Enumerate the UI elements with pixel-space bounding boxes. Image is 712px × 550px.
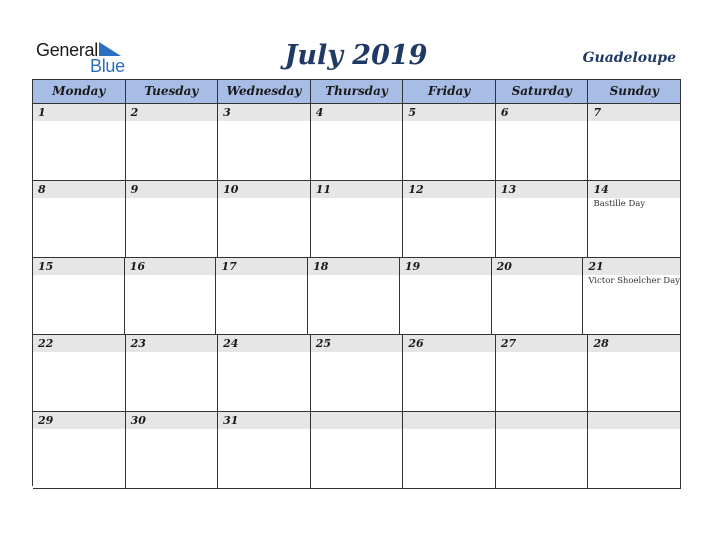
page-title: July 2019	[284, 40, 428, 71]
week-row	[33, 258, 681, 335]
week-row	[33, 412, 681, 489]
day-cell	[496, 412, 589, 489]
holiday-label	[216, 275, 307, 276]
holiday-label	[588, 429, 680, 430]
day-number: 22	[33, 335, 125, 352]
day-cell	[492, 258, 584, 335]
holiday-label	[403, 198, 495, 199]
day-cell	[33, 181, 126, 258]
holiday-label	[126, 352, 218, 353]
holiday-label	[496, 121, 588, 122]
day-cell	[496, 181, 589, 258]
day-cell	[583, 258, 681, 335]
day-cell	[588, 412, 681, 489]
holiday-label	[33, 121, 125, 122]
holiday-label: Bastille Day	[593, 199, 646, 209]
day-number: 8	[33, 181, 125, 198]
day-number: 16	[125, 258, 216, 275]
day-number: 17	[216, 258, 307, 275]
day-cell	[33, 104, 126, 181]
day-number: 29	[33, 412, 125, 429]
day-number: 1	[33, 104, 125, 121]
day-number: 2	[126, 104, 218, 121]
day-cell	[125, 258, 217, 335]
day-number: 21	[583, 258, 680, 275]
holiday-label	[33, 198, 125, 199]
day-cell	[126, 412, 219, 489]
day-cell	[588, 335, 681, 412]
day-number	[403, 412, 495, 429]
holiday-label	[33, 352, 125, 353]
holiday-label	[125, 275, 216, 276]
day-number: 30	[126, 412, 218, 429]
day-cell	[400, 258, 492, 335]
day-number: 7	[588, 104, 680, 121]
holiday-label	[588, 352, 680, 353]
weekday-thursday: Thursday	[311, 80, 404, 104]
day-cell	[218, 181, 311, 258]
region-label: Guadeloupe	[582, 50, 676, 66]
day-cell	[311, 412, 404, 489]
holiday-label	[218, 121, 310, 122]
calendar-grid	[32, 79, 681, 486]
weekday-header-row	[33, 80, 681, 104]
day-number: 19	[400, 258, 491, 275]
holiday-label	[33, 429, 125, 430]
holiday-label	[311, 121, 403, 122]
holiday-label	[311, 429, 403, 430]
holiday-label	[403, 121, 495, 122]
day-cell	[218, 335, 311, 412]
day-cell	[216, 258, 308, 335]
day-number: 9	[126, 181, 218, 198]
day-cell	[588, 181, 681, 258]
day-number: 5	[403, 104, 495, 121]
weekday-saturday: Saturday	[496, 80, 589, 104]
logo-text-general: General	[36, 40, 98, 60]
day-cell	[126, 181, 219, 258]
day-number: 24	[218, 335, 310, 352]
day-cell	[218, 104, 311, 181]
holiday-label	[33, 275, 124, 276]
day-number: 4	[311, 104, 403, 121]
holiday-label	[126, 198, 218, 199]
day-number: 13	[496, 181, 588, 198]
day-cell	[403, 104, 496, 181]
day-cell	[126, 335, 219, 412]
day-cell	[588, 104, 681, 181]
day-cell	[311, 181, 404, 258]
holiday-label	[400, 275, 491, 276]
week-row	[33, 335, 681, 412]
day-cell	[403, 412, 496, 489]
day-cell	[496, 104, 589, 181]
day-cell	[33, 258, 125, 335]
day-number	[496, 412, 588, 429]
day-number: 18	[308, 258, 399, 275]
day-number: 28	[588, 335, 680, 352]
day-cell	[403, 335, 496, 412]
day-number: 31	[218, 412, 310, 429]
holiday-label	[218, 198, 310, 199]
holiday-label	[496, 198, 588, 199]
weekday-tuesday: Tuesday	[126, 80, 219, 104]
holiday-label	[126, 121, 218, 122]
holiday-label	[588, 121, 680, 122]
day-cell	[33, 412, 126, 489]
weekday-monday: Monday	[33, 80, 126, 104]
day-cell	[403, 181, 496, 258]
day-number: 12	[403, 181, 495, 198]
holiday-label	[403, 429, 495, 430]
holiday-label: Victor Shoelcher Day	[588, 276, 680, 286]
day-number	[311, 412, 403, 429]
day-number: 25	[311, 335, 403, 352]
weekday-friday: Friday	[403, 80, 496, 104]
holiday-label	[496, 352, 588, 353]
day-number: 3	[218, 104, 310, 121]
holiday-label	[311, 198, 403, 199]
week-row	[33, 104, 681, 181]
day-number: 27	[496, 335, 588, 352]
day-number: 23	[126, 335, 218, 352]
weekday-sunday: Sunday	[588, 80, 681, 104]
day-number: 11	[311, 181, 403, 198]
day-number: 26	[403, 335, 495, 352]
day-number: 10	[218, 181, 310, 198]
weekday-wednesday: Wednesday	[218, 80, 311, 104]
holiday-label	[218, 352, 310, 353]
logo-text-blue: Blue	[90, 56, 125, 76]
holiday-label	[311, 352, 403, 353]
day-cell	[496, 335, 589, 412]
holiday-label	[126, 429, 218, 430]
day-number	[588, 412, 680, 429]
day-cell	[126, 104, 219, 181]
day-number: 15	[33, 258, 124, 275]
day-cell	[311, 335, 404, 412]
day-number: 6	[496, 104, 588, 121]
holiday-label	[496, 429, 588, 430]
day-cell	[218, 412, 311, 489]
holiday-label	[308, 275, 399, 276]
day-number: 20	[492, 258, 583, 275]
day-cell	[308, 258, 400, 335]
day-cell	[33, 335, 126, 412]
day-cell	[311, 104, 404, 181]
holiday-label	[403, 352, 495, 353]
holiday-label	[492, 275, 583, 276]
week-row	[33, 181, 681, 258]
weeks-container	[33, 104, 681, 489]
day-number: 14	[588, 181, 680, 198]
holiday-label	[218, 429, 310, 430]
